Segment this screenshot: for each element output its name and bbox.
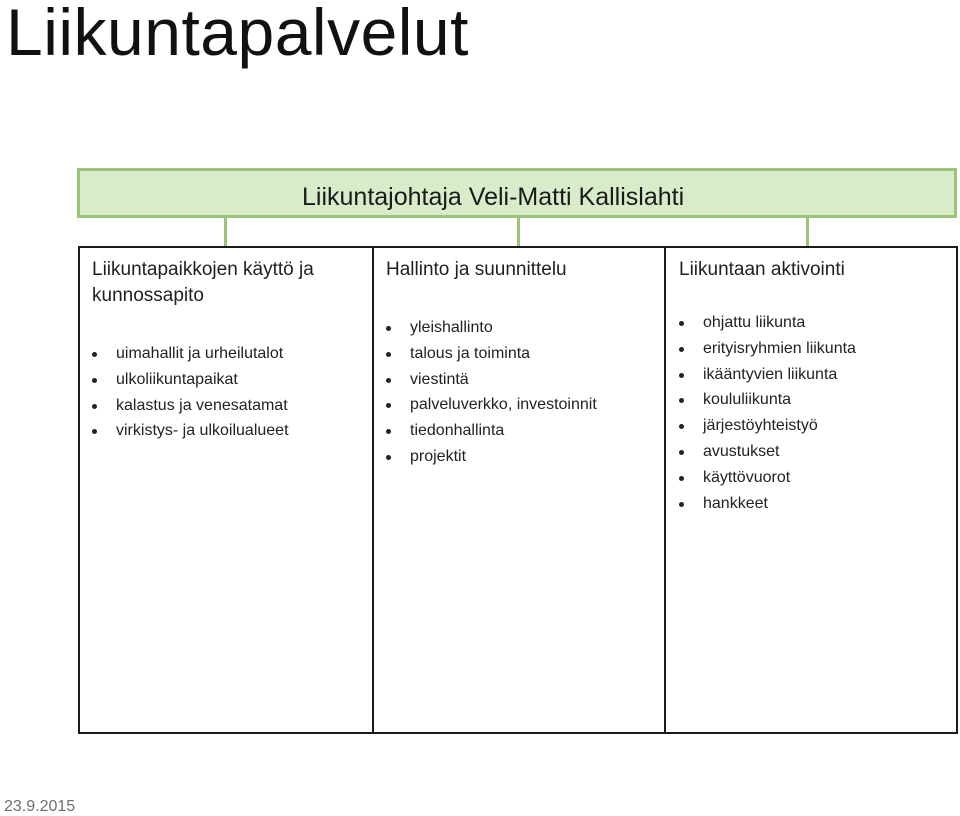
director-label: Liikuntajohtaja Veli-Matti Kallislahti [302, 183, 685, 211]
list-item: viestintä [386, 367, 597, 393]
unit-title-administration [386, 257, 567, 283]
list-item: virkistys- ja ulkoilualueet [92, 418, 289, 444]
unit-title-line-1: Liikuntapaikkojen käyttö ja [92, 259, 314, 280]
page-title: Liikuntapalvelut [6, 0, 469, 69]
list-item: koululiikunta [679, 387, 856, 413]
unit-items-facilities [92, 341, 289, 444]
unit-items-administration [386, 315, 597, 470]
list-item: ulkoliikuntapaikat [92, 367, 289, 393]
list-item: kalastus ja venesatamat [92, 393, 289, 419]
connector-line-2 [517, 218, 520, 246]
unit-title-line-1: Liikuntaan aktivointi [679, 259, 845, 280]
unit-items-activation [679, 310, 856, 516]
list-item: ohjattu liikunta [679, 310, 856, 336]
slide-date: 23.9.2015 [4, 798, 76, 815]
list-item: järjestöyhteistyö [679, 413, 856, 439]
unit-title-line-1: Hallinto ja suunnittelu [386, 259, 567, 280]
list-item: palveluverkko, investoinnit [386, 392, 597, 418]
connector-line-3 [806, 218, 809, 246]
list-item: erityisryhmien liikunta [679, 336, 856, 362]
unit-title-activation [679, 257, 845, 283]
list-item: käyttövuorot [679, 465, 856, 491]
list-item: yleishallinto [386, 315, 597, 341]
list-item: ikääntyvien liikunta [679, 362, 856, 388]
list-item: projektit [386, 444, 597, 470]
list-item: hankkeet [679, 491, 856, 517]
unit-title-facilities [92, 257, 314, 309]
unit-title-line-2: kunnossapito [92, 285, 204, 306]
connector-line-1 [224, 218, 227, 246]
list-item: avustukset [679, 439, 856, 465]
list-item: talous ja toiminta [386, 341, 597, 367]
unit-box-facilities [78, 246, 374, 734]
list-item: tiedonhallinta [386, 418, 597, 444]
list-item: uimahallit ja urheilutalot [92, 341, 289, 367]
